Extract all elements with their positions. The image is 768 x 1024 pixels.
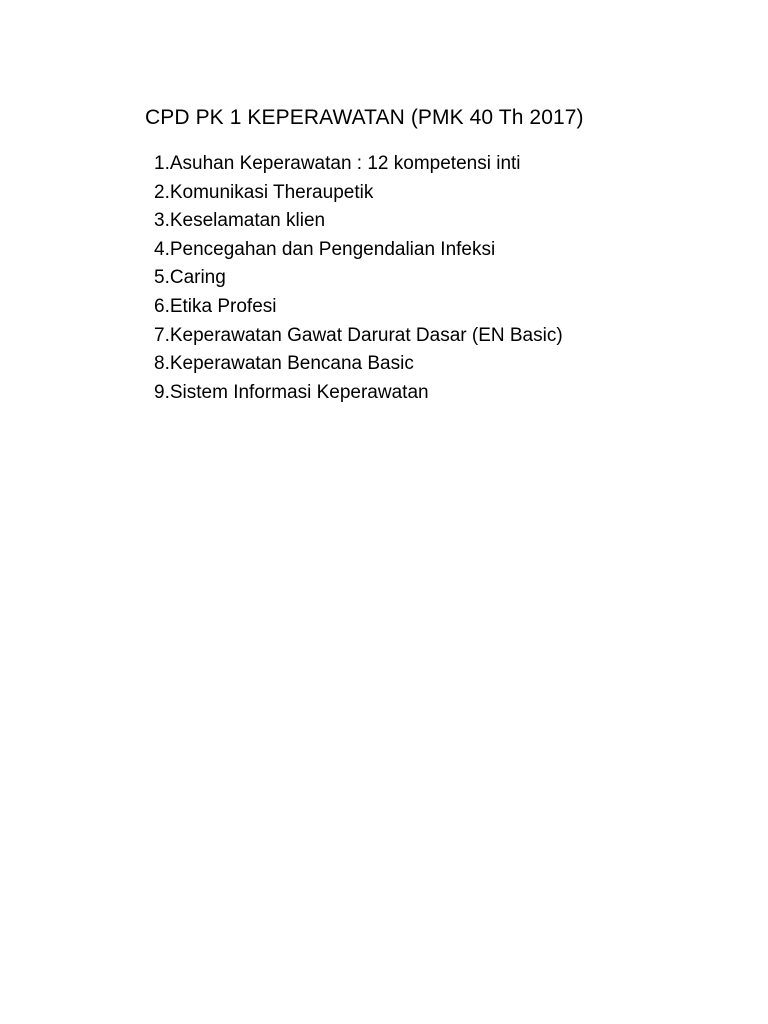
list-item: 8.Keperawatan Bencana Basic: [154, 353, 414, 375]
list-item: 1.Asuhan Keperawatan : 12 kompetensi inti: [154, 153, 521, 174]
list-item: 9.Sistem Informasi Keperawatan: [154, 381, 429, 403]
list-item: 3.Keselamatan klien: [154, 210, 326, 232]
competency-list: [154, 150, 563, 407]
list-item: 2.Komunikasi Theraupetik: [154, 181, 374, 203]
page-title: CPD PK 1 KEPERAWATAN (PMK 40 Th 2017): [145, 106, 584, 129]
list-item: 6.Etika Profesi: [154, 295, 277, 317]
list-item: 4.Pencegahan dan Pengendalian Infeksi: [154, 238, 496, 260]
list-item: 5.Caring: [154, 267, 226, 289]
list-item: 7.Keperawatan Gawat Darurat Dasar (EN Basic): [154, 324, 563, 346]
